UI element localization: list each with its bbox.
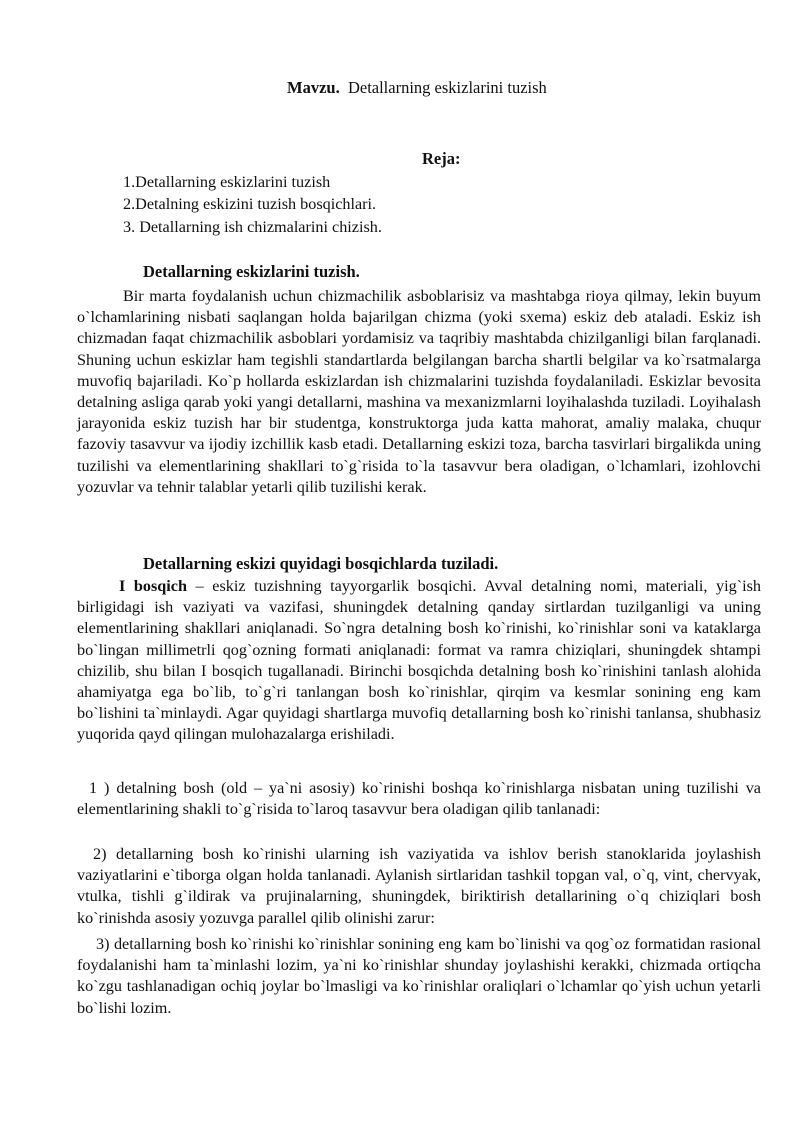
list-item: 1 ) detalning bosh (old – ya`ni asosiy) ko`rinishi boshqa ko`rinishlarga nisbatan uning tuzilishi va elementlarining shakli to`g`risida to`laroq tasavvur bera oladigan qilib tanlanadi:: [77, 779, 761, 819]
stage-label: I bosqich: [119, 577, 187, 595]
title-label: Mavzu.: [287, 78, 340, 97]
list-item: 2) detallarning bosh ko`rinishi ularning ish vaziyatida va ishlov berish stanoklarida joylashish vaziyatlarini e`tiborga olgan holda tanlanadi. Aylanish sirtlaridan tashkil topgan val, o`q, vint, chervyak, vtulka, tishli g`ildirak va prujinalarning, shuningdek, biriktirish detallarining o`q chiziqlari bosh ko`rinishda asosiy yozuvga parallel qilib olinishi zarur:: [77, 845, 761, 927]
title-text: Detallarning eskizlarini tuzish: [347, 78, 547, 97]
plan-item: 1.Detallarning eskizlarini tuzish: [123, 173, 331, 191]
plan-heading: Reja:: [422, 149, 461, 168]
section-heading-sketches: Detallarning eskizlarini tuzish.: [143, 262, 360, 281]
list-item: 3) detallarning bosh ko`rinishi ko`rinishlar sonining eng kam bo`linishi va qog`oz formatidan rasional foydalanishi ham ta`minlashi lozim, ya`ni ko`rinishlar shunday joylashishi kerakki, chizmada ortiqcha ko`zgu tashlanadigan ochiq joylar bo`lmasligi va ko`rinishlar oraliqlari o`lchamlar qo`yish uchun yetarli bo`lishi lozim.: [77, 935, 761, 1017]
plan-item: 2.Detalning eskizini tuzish bosqichlari.: [123, 195, 377, 214]
plan-list: [123, 171, 382, 238]
stage-text: – eskiz tuzishning tayyorgarlik bosqichi. Avval detalning nomi, materiali, yig`ish birligidagi ish vaziyati va vazifasi, shuningdek detalning qanday sirtlardan tuzilganligi va uning elementlarining shakllari aniqlanadi. So`ngra detalning bosh ko`rinishi, ko`rinishlar soni va kataklarga bo`lingan millimetrli qog`ozning formati aniqlanadi: format va ramra chiziqlari, shuningdek shtampi chizilib, shu bilan I bosqich tugallanadi. Birinchi bosqichda detalning bosh ko`rinishini tanlash alohida ahamiyatga ega bo`lib, to`g`ri tanlangan bosh ko`rinishlar, qirqim va kesmlar sonining eng kam bo`lishini ta`minlaydi. Agar quyidagi shartlarga muvofiq detallarning bosh ko`rinishi tanlansa, shubhasiz yuqorida qayd qilingan mulohazalarga erishiladi.: [77, 577, 761, 744]
plan-item: 3. Detallarning ish chizmalarini chizish.: [123, 217, 382, 236]
paragraph-sketch-definition: Bir marta foydalanish uchun chizmachilik asboblarisiz va mashtabga rioya qilmay, lekin buyum o`lchamlarining nisbati saqlangan holda bajarilgan chizma (yoki sxema) eskiz deb ataladi. Eskiz ish chizmadan faqat chizmachilik asboblari yordamisiz va taqribiy mashtabda chizilganligi bilan farqlanadi. Shuning uchun eskizlar ham tegishli standartlarda belgilangan barcha shartli belgilar va ko`rsatmalarga muvofiq bajariladi. Ko`p hollarda eskizlardan ish chizmalarini tuzishda foydalaniladi. Eskizlar bevosita detalning asliga qarab yoki yangi detallarni, mashina va mexanizmlarni loyihalashda tuziladi. Loyihalash jarayonida eskiz tuzish har bir studentga, konstruktorga juda katta mahorat, amaliy malaka, chuqur fazoviy tasavvur va ijodiy izchillik kasb etadi. Detallarning eskizi toza, barcha tasvirlari birgalikda uning tuzilishi va elementlarining shakllari to`g`risida to`la tasavvur bera oladigan, o`lchamlari, izohlovchi yozuvlar va tehnir talablar yetarli qilib tuzilishi kerak.: [77, 287, 761, 496]
paragraph-stage-one: [77, 576, 761, 746]
section-heading-stages: Detallarning eskizi quyidagi bosqichlarda tuziladi.: [143, 554, 499, 573]
